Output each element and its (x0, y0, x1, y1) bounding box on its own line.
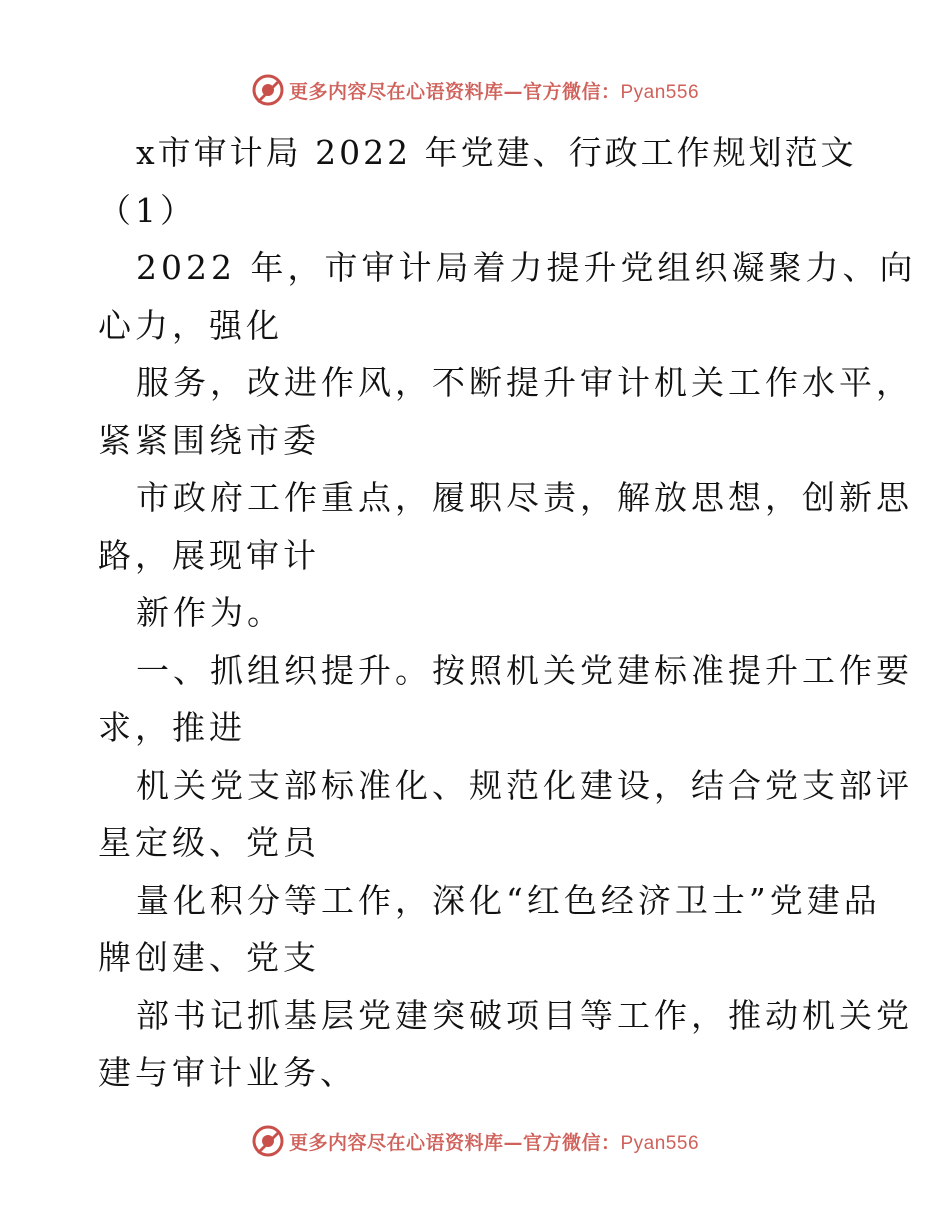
paragraph-line: 紧紧围绕市委 (98, 420, 320, 460)
header-watermark-banner (0, 70, 950, 110)
paragraph-line: 2022 年，市审计局着力提升党组织凝聚力、向 (136, 248, 917, 287)
paragraph-line: 市政府工作重点，履职尽责，解放思想，创新思 (136, 478, 913, 517)
paragraph-line: 部书记抓基层党建突破项目等工作，推动机关党 (136, 995, 913, 1035)
document-title: x市审计局 2022 年党建、行政工作规划范文 (136, 133, 857, 172)
watermark-text: 更多内容尽在心语资料库—官方微信：Pyan556 (288, 1131, 700, 1154)
pen-logo-icon (251, 1124, 285, 1158)
section-heading-line: 一、抓组织提升。按照机关党建标准提升工作要 (136, 650, 913, 690)
paragraph-line: 路，展现审计 (98, 535, 320, 575)
watermark-text: 更多内容尽在心语资料库—官方微信：Pyan556 (288, 80, 700, 103)
paragraph-line: 心力，强化 (98, 305, 283, 345)
paragraph-line: 机关党支部标准化、规范化建设，结合党支部评 (136, 765, 913, 805)
pen-logo-icon (251, 73, 285, 107)
paragraph-line: 新作为。 (136, 593, 284, 632)
paragraph-line: 建与审计业务、 (98, 1053, 357, 1092)
document-body (98, 124, 917, 1102)
paragraph-line: 牌创建、党支 (98, 938, 320, 977)
paragraph-line: 量化积分等工作，深化“红色经济卫士”党建品 (136, 880, 881, 920)
document-title-suffix: （1） (98, 190, 197, 230)
paragraph-line: 求，推进 (98, 708, 246, 747)
paragraph-line: 服务，改进作风，不断提升审计机关工作水平， (136, 363, 913, 402)
paragraph-line: 星定级、党员 (98, 823, 320, 862)
footer-watermark-banner (0, 1121, 950, 1161)
